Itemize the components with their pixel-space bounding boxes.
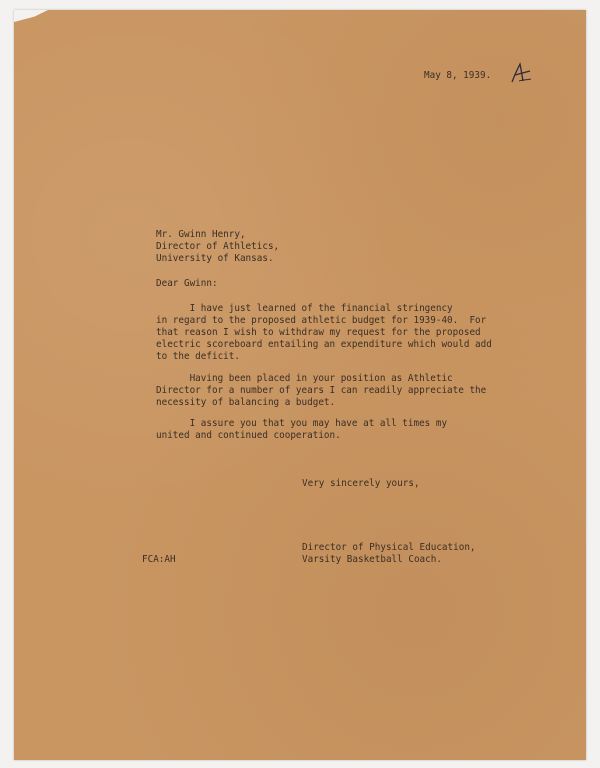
paragraph-line: I assure you that you may have at all times my [156, 418, 448, 429]
paragraph-line: that reason I wish to withdraw my request for the proposed [156, 327, 481, 338]
signature-line: Director of Physical Education, [302, 542, 476, 553]
paragraph-line: to the deficit. [156, 351, 240, 362]
torn-corner [14, 10, 48, 22]
paragraph-line: Having been placed in your position as Athletic [156, 373, 453, 384]
recipient-line: Mr. Gwinn Henry, [156, 229, 246, 240]
paragraph-line: I have just learned of the financial stringency [156, 303, 453, 314]
paragraph-line: united and continued cooperation. [156, 430, 341, 441]
handwritten-mark-icon [509, 62, 535, 86]
signature-line: Varsity Basketball Coach. [302, 554, 442, 565]
paragraph-line: in regard to the proposed athletic budget for 1939-40. For [156, 315, 487, 326]
recipient-line: University of Kansas. [156, 253, 274, 264]
letter-date: May 8, 1939. [424, 70, 492, 81]
recipient-line: Director of Athletics, [156, 241, 280, 252]
letter-page [14, 10, 586, 760]
paragraph-line: necessity of balancing a budget. [156, 397, 336, 408]
typist-initials: FCA:AH [142, 554, 176, 565]
paragraph-line: Director for a number of years I can readily appreciate the [156, 385, 487, 396]
closing: Very sincerely yours, [302, 478, 420, 489]
paragraph-line: electric scoreboard entailing an expenditure which would add [156, 339, 492, 350]
salutation: Dear Gwinn: [156, 278, 218, 289]
